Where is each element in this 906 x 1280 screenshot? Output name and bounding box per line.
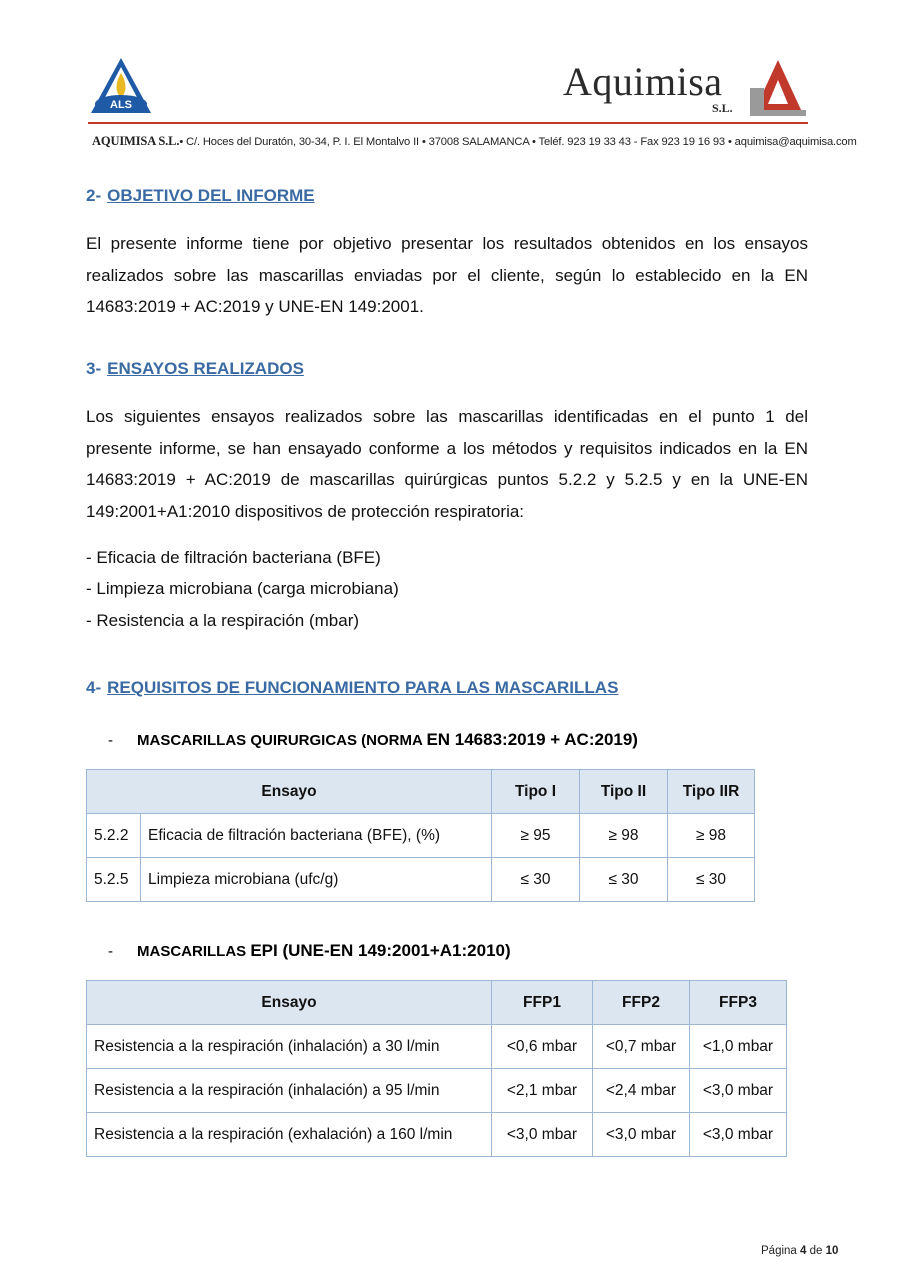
column-header: FFP2 [593,981,690,1025]
table-cell: ≥ 95 [492,814,580,858]
column-header: Ensayo [87,981,492,1025]
als-logo-text: ALS [110,99,132,111]
section-3-title: ENSAYOS REALIZADOS [107,359,304,378]
epi-masks-subheading [108,941,511,961]
aquimisa-a-logo [748,58,808,120]
table-cell: Resistencia a la respiración (inhalación) a 95 l/min [87,1069,492,1113]
table-cell: ≥ 98 [668,814,755,858]
address-text: • C/. Hoces del Duratón, 30-34, P. I. El Montalvo II • 37008 SALAMANCA • Teléf. 923 19 33 43 - Fax 923 19 16 93 • aquimisa@aquimisa.com [179,136,857,148]
table-cell: <1,0 mbar [690,1025,787,1069]
table-cell: ≥ 98 [580,814,668,858]
surgical-masks-subheading [108,730,638,750]
table-cell: <0,7 mbar [593,1025,690,1069]
table-cell: <0,6 mbar [492,1025,593,1069]
table-row [87,1069,787,1113]
column-header: Tipo IIR [668,770,755,814]
section-3-heading [86,359,304,379]
current-page: 4 [800,1245,807,1257]
table-cell: <2,4 mbar [593,1069,690,1113]
total-pages: 10 [825,1245,839,1257]
als-logo [88,55,154,117]
table-row [87,814,755,858]
epi-masks-table [86,980,787,1157]
column-header: Tipo II [580,770,668,814]
section-2-body: El presente informe tiene por objetivo presentar los resultados obtenidos en los ensayos realizados sobre las mascarillas enviadas por el cliente, según lo establecido en la EN 14683:2019 + AC:2019 y UNE-EN 149:2001. [86,234,808,316]
table-cell: <3,0 mbar [593,1113,690,1157]
table-header-row [87,770,755,814]
of-label: de [809,1245,823,1257]
section-3-body: Los siguientes ensayos realizados sobre las mascarillas identificadas en el punto 1 del presente informe, se han ensayado conforme a los métodos y requisitos indicados en la EN 14683:2019 + AC:2019 de mascarillas quirúrgicas puntos 5.2.2 y 5.2.5 y en la UNE-EN 149:2001+A1:2010 dispositivos de protección respiratoria: [86,407,808,521]
section-3-number: 3- [86,359,102,378]
section-4-title: REQUISITOS DE FUNCIONAMIENTO PARA LAS MASCARILLAS [107,678,619,697]
table-row [87,1025,787,1069]
table-cell: Eficacia de filtración bacteriana (BFE), (%) [141,814,492,858]
section-4-number: 4- [86,678,102,697]
page-label: Página [761,1245,797,1257]
table-cell: <3,0 mbar [690,1069,787,1113]
table-cell: <3,0 mbar [690,1113,787,1157]
brand-name: Aquimisa [563,59,723,104]
surgical-masks-table [86,769,755,902]
section-2-number: 2- [86,186,102,205]
table-header-row [87,981,787,1025]
company-name: AQUIMISA S.L. [92,134,180,148]
column-header: FFP3 [690,981,787,1025]
test-item: - Limpieza microbiana (carga microbiana) [86,579,399,598]
table-cell: Resistencia a la respiración (exhalación) a 160 l/min [87,1113,492,1157]
section-2-title: OBJETIVO DEL INFORME [107,186,315,205]
section-4-heading [86,678,618,698]
table-row [87,858,755,902]
table-cell: ≤ 30 [668,858,755,902]
table-cell: 5.2.2 [87,814,141,858]
column-header: FFP1 [492,981,593,1025]
bullet-dash: - [108,732,113,749]
table-cell: <2,1 mbar [492,1069,593,1113]
column-header: Tipo I [492,770,580,814]
table-cell: Limpieza microbiana (ufc/g) [141,858,492,902]
section-2-heading [86,186,315,206]
table-cell: Resistencia a la respiración (inhalación) a 30 l/min [87,1025,492,1069]
column-header: Ensayo [87,770,492,814]
subheading-prefix: MASCARILLAS [137,943,251,960]
table-cell: <3,0 mbar [492,1113,593,1157]
test-item: - Eficacia de filtración bacteriana (BFE) [86,548,381,567]
bullet-dash: - [108,943,113,960]
table-row [87,1113,787,1157]
header-divider [88,122,808,124]
subheading-norm: EN 14683:2019 + AC:2019) [426,730,638,749]
page-number [761,1245,838,1257]
test-item: - Resistencia a la respiración (mbar) [86,611,360,630]
subheading-prefix: MASCARILLAS QUIRURGICAS (NORMA [137,732,427,749]
table-cell: ≤ 30 [492,858,580,902]
header-address [92,134,857,149]
table-cell: ≤ 30 [580,858,668,902]
brand-suffix: S.L. [712,101,733,115]
table-cell: 5.2.5 [87,858,141,902]
subheading-norm: EPI (UNE-EN 149:2001+A1:2010) [250,941,511,960]
